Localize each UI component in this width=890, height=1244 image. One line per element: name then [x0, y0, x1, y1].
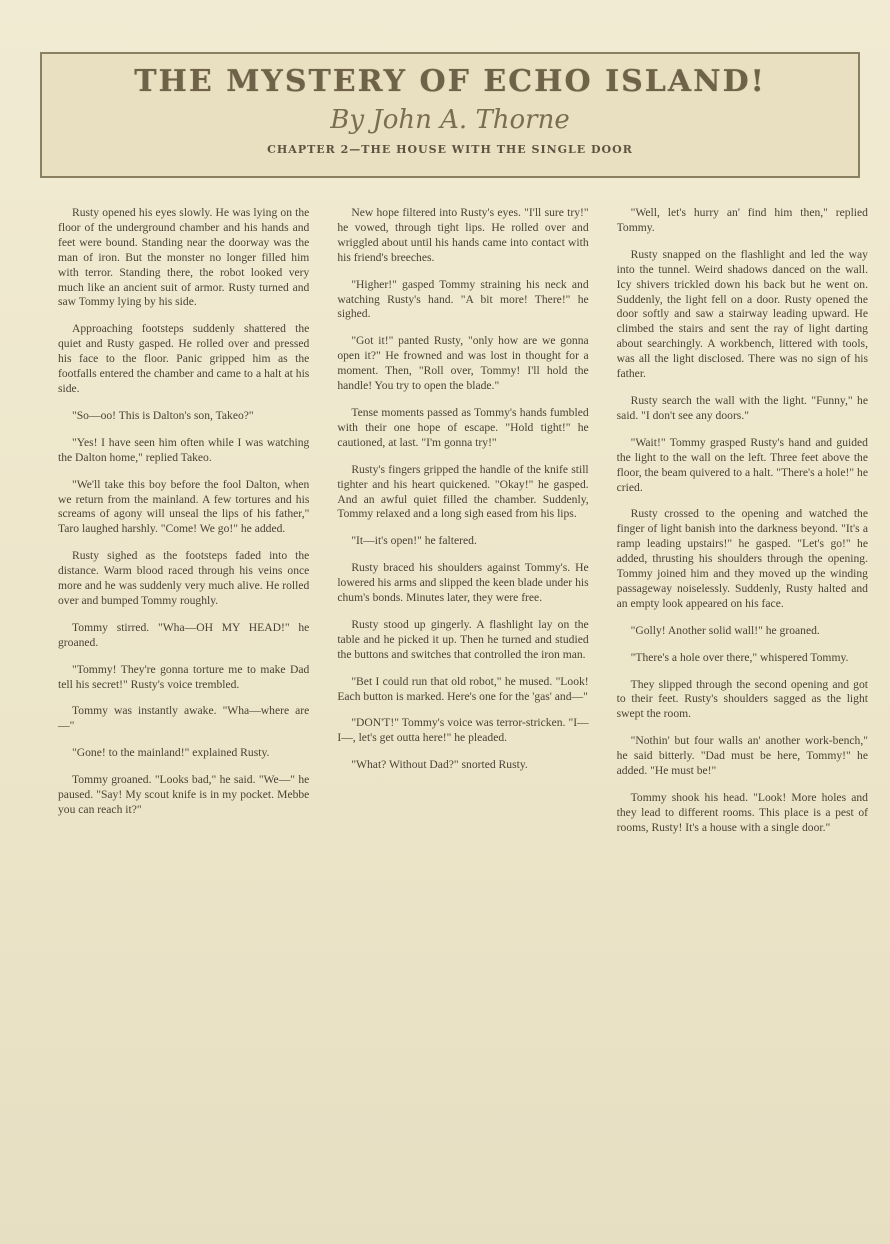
paragraph: New hope filtered into Rusty's eyes. "I'll sure try!" he vowed, through tight lips. He rolled over and wriggled about until his hands came into contact with his friend's breeches.: [337, 206, 589, 264]
paragraph: Rusty crossed to the opening and watched the finger of light banish into the darkness beyond. "It's a ramp leading upstairs!" he gasped. "Let's go!" he added, thrusting his shoulders through the opening. Tommy joined him and they moved up the winding passageway noiselessly. Suddenly, Rusty halted and an empty look appeared on his face.: [616, 507, 868, 610]
paragraph: Rusty snapped on the flashlight and led the way into the tunnel. Weird shadows danced on the wall. Icy shivers trickled down his back but he went on. Suddenly, the light fell on a door. Rusty opened the door softly and saw a stairway leading upward. He climbed the stairs and sent the ray of light darting about searchingly. A workbench, littered with tools, was all the light disclosed. There was no sign of his father.: [616, 247, 868, 381]
paragraph: "Tommy! They're gonna torture me to make Dad tell his secret!" Rusty's voice trembled.: [58, 662, 310, 691]
paragraph: "Gone! to the mainland!" explained Rusty.: [72, 746, 270, 760]
paragraph: "Golly! Another solid wall!" he groaned.: [630, 623, 820, 637]
story-title: THE MYSTERY OF ECHO ISLAND!: [134, 64, 766, 99]
story-byline: By John A. Thorne: [330, 105, 570, 135]
paragraph: "Higher!" gasped Tommy straining his neck and watching Rusty's hand. "A bit more! There!" he sighed.: [337, 277, 589, 321]
paragraph: "Nothin' but four walls an' another work-bench," he said bitterly. "Dad must be here, Tommy!" he added. "He must be!": [616, 734, 868, 778]
paragraph: Approaching footsteps suddenly shattered the quiet and Rusty gasped. He rolled over and pressed his face to the floor. Panic gripped him as the footfalls entered the chamber and came to a halt at his side.: [58, 322, 310, 395]
paragraph: Rusty's fingers gripped the handle of the knife still tighter and his heart quickened. "Okay!" he gasped. And an awful quiet filled the chamber. Suddenly, Tommy relaxed and a long sigh eased from his lips.: [337, 462, 589, 521]
paragraph: Tommy groaned. "Looks bad," he said. "We—" he paused. "Say! My scout knife is in my pocket. Mebbe you can reach it?": [58, 773, 310, 816]
paragraph: "It—it's open!" he faltered.: [351, 534, 477, 548]
paragraph: Rusty sighed as the footsteps faded into the distance. Warm blood raced through his veins once more and he was suddenly very much alive. He rolled over and bumped Tommy roughly.: [58, 549, 310, 607]
paragraph: Tommy was instantly awake. "Wha—where are—": [58, 704, 310, 733]
story-header: [40, 52, 860, 178]
paragraph: "DON'T!" Tommy's voice was terror-stricken. "I—I—, let's get outta here!" he pleaded.: [337, 716, 589, 745]
paragraph: Rusty search the wall with the light. "Funny," he said. "I don't see any doors.": [616, 393, 868, 422]
paragraph: They slipped through the second opening and got to their feet. Rusty's shoulders sagged as the light swept the room.: [616, 677, 868, 721]
paragraph: "Wait!" Tommy grasped Rusty's hand and guided the light to the wall on the left. Three feet above the floor, the beam quivered to a halt. "There's a hole!" he cried.: [616, 435, 868, 494]
paragraph: "Yes! I have seen him often while I was watching the Dalton home," replied Takeo.: [58, 435, 310, 464]
paragraph: Tense moments passed as Tommy's hands fumbled with their one hope of escape. "Hold tight!" he cautioned, at last. "I'm gonna try!": [337, 405, 589, 449]
paragraph: "So—oo! This is Dalton's son, Takeo?": [72, 408, 254, 422]
paragraph: "We'll take this boy before the fool Dalton, when we return from the mainland. A few tortures and his screams of agony will unseal the lips of his father," Taro laughed harshly. "Come! We go!" he added.: [58, 477, 310, 536]
paragraph: "What? Without Dad?" snorted Rusty.: [351, 758, 528, 772]
paragraph: "Bet I could run that old robot," he mused. "Look! Each button is marked. Here's one for the 'gas' and—": [337, 674, 589, 703]
paragraph: Rusty stood up gingerly. A flashlight lay on the table and he picked it up. Then he turned and studied the buttons and switches that controlled the iron man.: [337, 617, 589, 661]
article-columns: [58, 206, 868, 1216]
paragraph: "Well, let's hurry an' find him then," replied Tommy.: [616, 206, 868, 234]
paragraph: Tommy stirred. "Wha—OH MY HEAD!" he groaned.: [58, 620, 310, 649]
paragraph: Rusty braced his shoulders against Tommy's. He lowered his arms and slipped the keen blade under his chum's bonds. Minutes later, they were free.: [337, 561, 589, 605]
column-3: [617, 206, 868, 1216]
paragraph: Tommy shook his head. "Look! More holes and they lead to different rooms. This place is a pest of rooms, Rusty! It's a house with a single door.": [616, 791, 868, 834]
paragraph: Rusty opened his eyes slowly. He was lying on the floor of the underground chamber and his hands and feet were bound. Standing near the doorway was the man of iron. But the monster no longer filled him with terror. Standing there, the robot looked very much like an ancient suit of armor. Rusty turned and saw Tommy lying by his side.: [58, 206, 310, 309]
paragraph: "Got it!" panted Rusty, "only how are we gonna open it?" He frowned and was lost in thought for a moment. Then, "Roll over, Tommy! I'll hold the handle! You try to open the blade.": [337, 334, 589, 393]
chapter-heading: CHAPTER 2—THE HOUSE WITH THE SINGLE DOOR: [267, 143, 633, 156]
column-1: [58, 206, 309, 1216]
column-2: [337, 206, 588, 1216]
paragraph: "There's a hole over there," whispered Tommy.: [630, 650, 849, 664]
